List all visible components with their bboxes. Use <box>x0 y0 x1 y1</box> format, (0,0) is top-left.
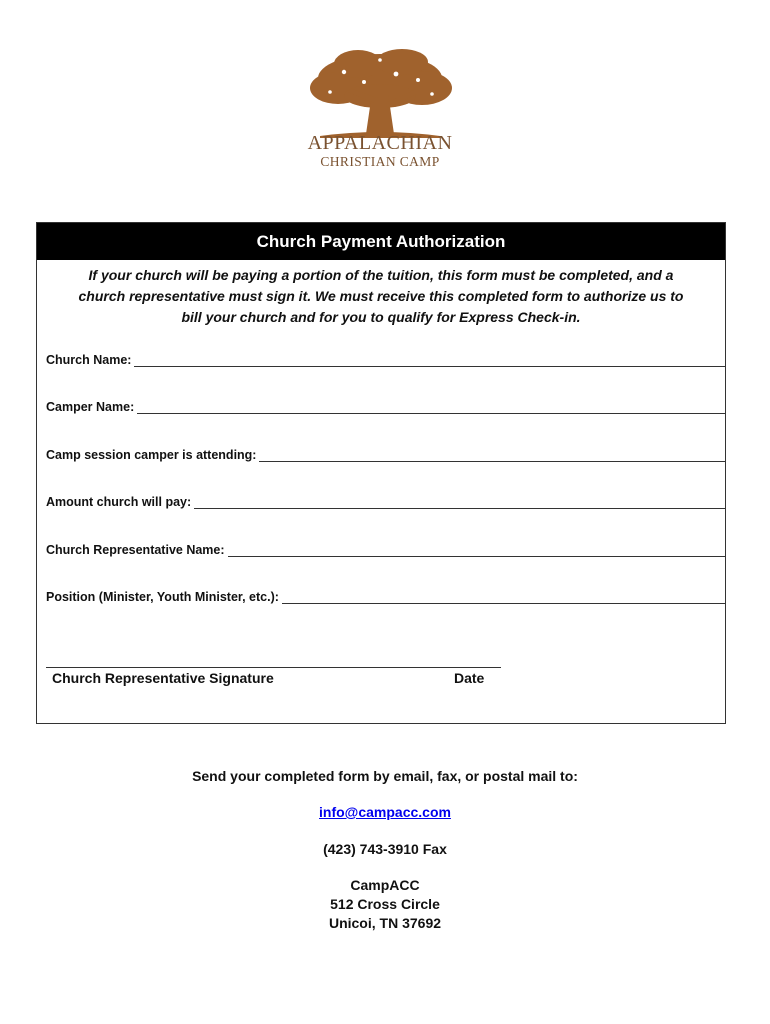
camp-session-input[interactable] <box>259 449 726 462</box>
amount-input[interactable] <box>194 496 726 509</box>
camp-session-field <box>46 445 726 462</box>
logo-text-line1: APPALACHIAN <box>307 132 453 154</box>
date-label: Date <box>454 670 485 686</box>
oak-tree-icon <box>300 48 460 138</box>
church-name-input[interactable] <box>134 354 726 367</box>
email-link[interactable]: info@campacc.com <box>319 804 451 820</box>
position-field <box>46 587 726 604</box>
church-name-field <box>46 350 726 367</box>
camp-logo <box>300 48 460 180</box>
payment-authorization-form <box>36 222 726 724</box>
intro-line: If your church will be paying a portion of the tuition, this form must be completed, and a <box>88 267 674 283</box>
signature-line[interactable] <box>46 667 501 668</box>
email-line <box>0 804 770 820</box>
address-line: Unicoi, TN 37692 <box>328 915 442 931</box>
camper-name-label: Camper Name: <box>46 400 135 414</box>
representative-name-field <box>46 540 726 557</box>
representative-name-label: Church Representative Name: <box>46 543 225 557</box>
position-label: Position (Minister, Youth Minister, etc.): <box>46 590 279 604</box>
amount-field <box>46 492 726 509</box>
intro-line: church representative must sign it. We must receive this completed form to authorize us to <box>78 288 684 304</box>
send-instructions: Send your completed form by email, fax, or postal mail to: <box>192 768 578 784</box>
mailing-address <box>0 876 770 933</box>
position-input[interactable] <box>282 591 726 604</box>
form-title: Church Payment Authorization <box>37 223 725 260</box>
representative-name-input[interactable] <box>228 544 726 557</box>
camper-name-field <box>46 397 726 414</box>
form-intro <box>37 265 725 328</box>
church-name-label: Church Name: <box>46 353 132 367</box>
fax-number: (423) 743-3910 Fax <box>323 841 447 857</box>
intro-line: bill your church and for you to qualify for Express Check-in. <box>181 309 581 325</box>
amount-label: Amount church will pay: <box>46 495 192 509</box>
address-line: CampACC <box>350 877 420 893</box>
logo-text-line2: CHRISTIAN CAMP <box>320 154 440 169</box>
camper-name-input[interactable] <box>137 401 726 414</box>
camp-session-label: Camp session camper is attending: <box>46 448 257 462</box>
signature-label: Church Representative Signature <box>52 670 274 686</box>
address-line: 512 Cross Circle <box>330 896 440 912</box>
